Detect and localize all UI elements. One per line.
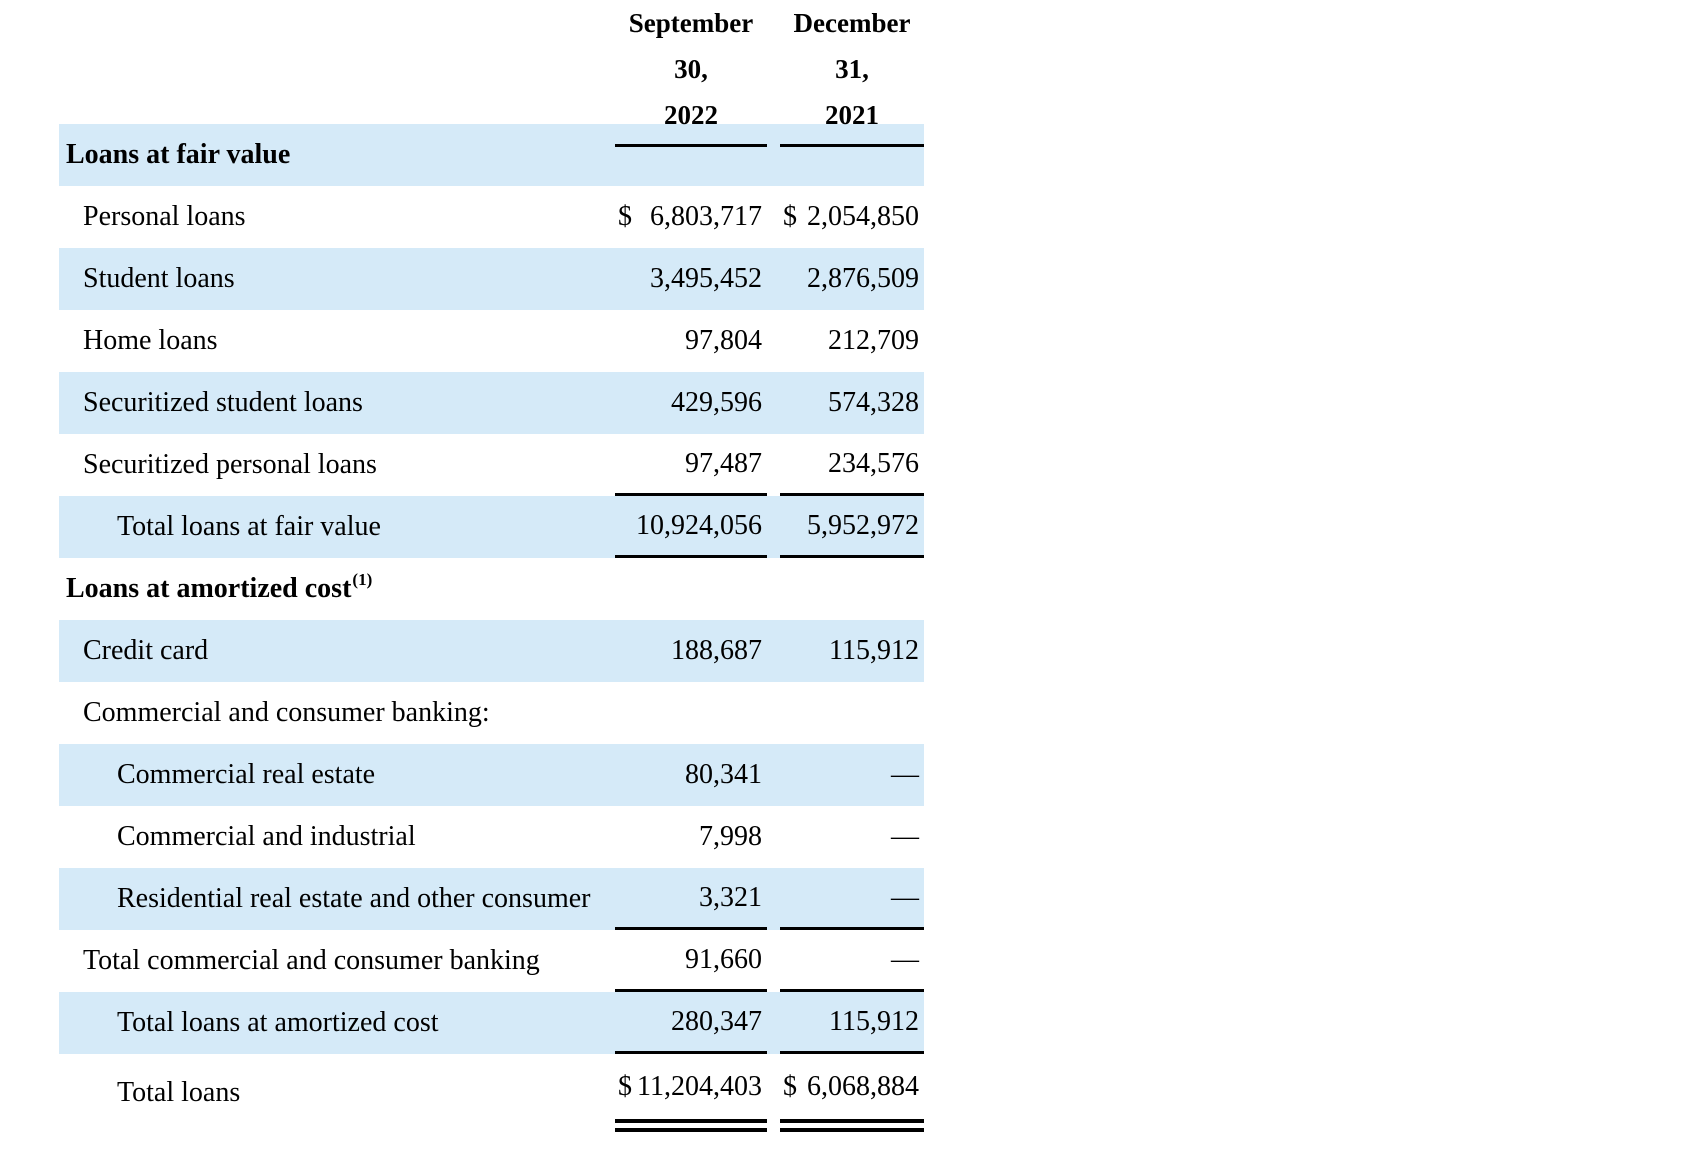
column-gap (767, 124, 780, 186)
value-2021: 115,912 (829, 635, 919, 666)
column-header-line2: 2021 (825, 100, 879, 130)
value-2021: 234,576 (828, 447, 919, 479)
value-cell (780, 558, 924, 620)
value-cell (615, 620, 767, 682)
value-2021: 574,328 (828, 387, 919, 418)
value-2022: 188,687 (671, 635, 762, 666)
column-gap (767, 248, 780, 310)
column-header-line1: December 31, (793, 8, 911, 84)
column-gap (767, 620, 780, 682)
value-cell (615, 930, 767, 992)
value-cell (780, 310, 924, 372)
row-label-text: Residential real estate and other consumer (117, 883, 591, 914)
row-label-text: Home loans (83, 325, 218, 356)
value-cell (780, 806, 924, 868)
row-label (59, 806, 615, 868)
value-2022: 280,347 (671, 1005, 762, 1037)
column-gap (767, 310, 780, 372)
row-label-text: Commercial and consumer banking: (83, 697, 490, 728)
column-gap (767, 806, 780, 868)
column-gap (767, 372, 780, 434)
row-label-text: Total loans at amortized cost (117, 1007, 439, 1038)
column-gap (767, 930, 780, 992)
row-label (59, 992, 615, 1054)
table-row-section-amortized-cost (59, 558, 924, 620)
row-label (59, 1054, 615, 1132)
row-label-text: Securitized student loans (83, 387, 363, 418)
value-cell (780, 744, 924, 806)
dollar-sign: $ (783, 201, 797, 232)
dollar-sign: $ (783, 1070, 797, 1102)
row-label (59, 248, 615, 310)
table-row-credit-card (59, 620, 924, 682)
column-gap (767, 868, 780, 930)
table-row-student-loans (59, 248, 924, 310)
value-2022: 10,924,056 (636, 509, 762, 541)
column-gap (767, 558, 780, 620)
row-label (59, 372, 615, 434)
row-label (59, 434, 615, 496)
column-header-line1: September 30, (628, 8, 754, 84)
value-2022: 91,660 (685, 943, 762, 975)
table-row-personal-loans (59, 186, 924, 248)
row-label (59, 496, 615, 558)
value-cell (615, 558, 767, 620)
value-cell (615, 186, 767, 248)
value-2021: 212,709 (828, 325, 919, 356)
row-label (59, 558, 615, 620)
column-gap (767, 186, 780, 248)
value-cell (780, 434, 924, 496)
table-row-section-fair-value (59, 124, 924, 186)
row-label-text: Commercial real estate (117, 759, 376, 790)
row-label (59, 868, 615, 930)
value-2021: — (891, 943, 919, 975)
column-gap (767, 744, 780, 806)
dollar-sign: $ (618, 201, 632, 232)
table-row-total-loans (59, 1054, 924, 1132)
table-row-securitized-student-loans (59, 372, 924, 434)
table-header (59, 0, 924, 130)
value-cell (780, 372, 924, 434)
value-2022: 6,803,717 (650, 201, 762, 232)
value-cell (615, 434, 767, 496)
value-2022: 97,804 (685, 325, 762, 356)
row-label (59, 744, 615, 806)
value-cell (615, 124, 767, 186)
row-label-text: Securitized personal loans (83, 449, 377, 480)
value-2022: 7,998 (699, 821, 762, 852)
footnote-marker: (1) (352, 570, 373, 589)
value-cell (780, 620, 924, 682)
value-cell (780, 496, 924, 558)
value-cell (780, 124, 924, 186)
value-cell (615, 868, 767, 930)
value-2021: 2,876,509 (807, 263, 919, 294)
value-2022: 11,204,403 (637, 1070, 762, 1102)
value-cell (780, 992, 924, 1054)
value-cell (615, 1054, 767, 1132)
table-row-total-amortized-cost (59, 992, 924, 1054)
table-row-home-loans (59, 310, 924, 372)
table-row-commercial-and-industrial (59, 806, 924, 868)
value-2021: 5,952,972 (807, 509, 919, 541)
value-2022: 97,487 (685, 447, 762, 479)
row-label-text: Total loans at fair value (117, 511, 381, 542)
row-label (59, 930, 615, 992)
value-2021: — (891, 821, 919, 852)
value-cell (780, 1054, 924, 1132)
column-header-line2: 2022 (664, 100, 718, 130)
table-row-total-fair-value (59, 496, 924, 558)
row-label-text: Commercial and industrial (117, 821, 416, 852)
value-2021: 2,054,850 (807, 201, 919, 232)
value-2022: 429,596 (671, 387, 762, 418)
dollar-sign: $ (618, 1070, 632, 1102)
value-cell (615, 744, 767, 806)
row-label (59, 620, 615, 682)
row-label (59, 124, 615, 186)
row-label (59, 310, 615, 372)
value-2021: — (891, 881, 919, 913)
row-label-text: Credit card (83, 635, 209, 666)
column-gap (767, 434, 780, 496)
column-gap (767, 682, 780, 744)
row-label-text: Loans at fair value (66, 139, 291, 170)
value-2022: 3,321 (699, 881, 762, 913)
value-cell (615, 310, 767, 372)
value-2021: — (891, 759, 919, 790)
row-label-text: Loans at amortized cost (66, 573, 352, 604)
value-cell (780, 930, 924, 992)
value-cell (615, 496, 767, 558)
value-cell (780, 682, 924, 744)
value-2022: 80,341 (685, 759, 762, 790)
table-row-commercial-consumer-banking (59, 682, 924, 744)
value-cell (615, 372, 767, 434)
value-cell (615, 682, 767, 744)
row-label-text: Personal loans (83, 201, 246, 232)
value-2022: 3,495,452 (650, 263, 762, 294)
column-gap (767, 1054, 780, 1132)
table-row-residential-real-estate (59, 868, 924, 930)
table-row-commercial-real-estate (59, 744, 924, 806)
row-label-text: Total commercial and consumer banking (83, 945, 540, 976)
value-cell (780, 868, 924, 930)
row-label-text: Total loans (117, 1077, 241, 1108)
table-row-total-commercial-banking (59, 930, 924, 992)
value-2021: 115,912 (829, 1005, 919, 1037)
column-gap (767, 992, 780, 1054)
value-cell (780, 186, 924, 248)
table-row-securitized-personal-loans (59, 434, 924, 496)
row-label (59, 186, 615, 248)
value-cell (615, 806, 767, 868)
value-cell (615, 992, 767, 1054)
value-cell (615, 248, 767, 310)
row-label-text: Student loans (83, 263, 235, 294)
value-cell (780, 248, 924, 310)
column-gap (767, 496, 780, 558)
value-2021: 6,068,884 (807, 1070, 919, 1102)
row-label (59, 682, 615, 744)
loans-table (59, 0, 924, 1132)
